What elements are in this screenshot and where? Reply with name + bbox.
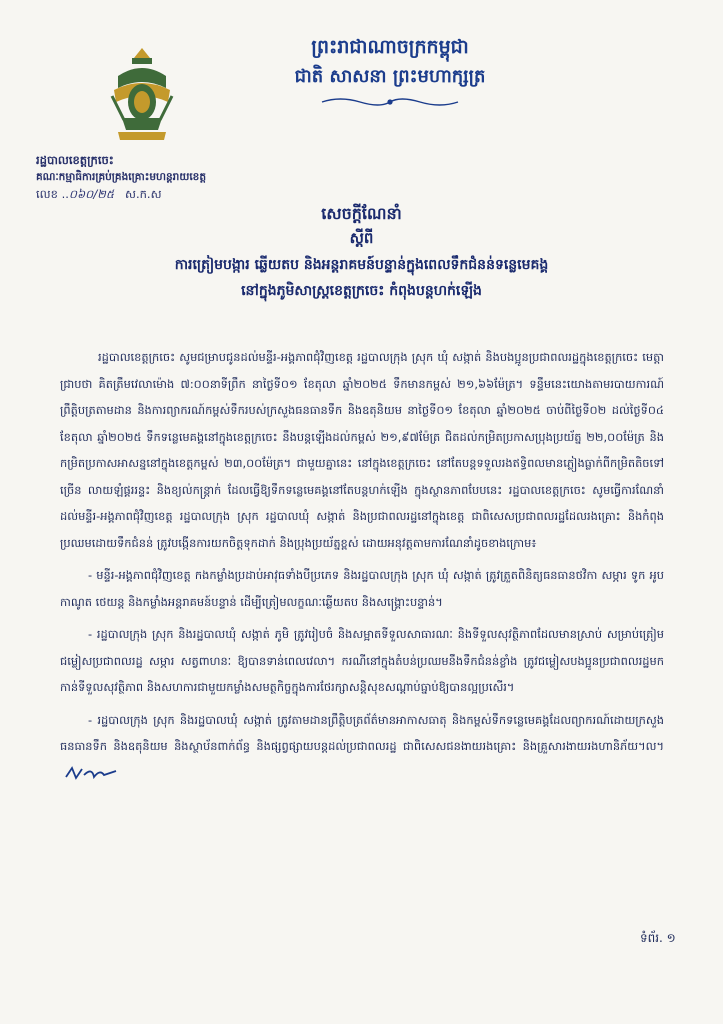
document-body: [60, 344, 664, 792]
reference-number: ០៦០: [68, 187, 94, 201]
instruction-item-2: - រដ្ឋបាលក្រុង ស្រុក និងរដ្ឋបាលឃុំ សង្កាត់ ភូមិ ត្រូវរៀបចំ និងសម្អាតទីទួលសាធារណៈ និងទីទួលសុវត្ថិភាពដែលមានស្រាប់ សម្រាប់ត្រៀមជម្លៀសប្រជាពលរដ្ឋ សម្ភារ សត្វពាហនៈ ឱ្យបានទាន់ពេលវេលា។ ករណីនៅក្នុងតំបន់ប្រឈមនឹងទឹកជំនន់ខ្លាំង ត្រូវជម្លៀសបងប្អូនប្រជាពលរដ្ឋមកកាន់ទីទួលសុវត្ថិភាព និងសហការជាមួយកម្លាំងសមត្ថកិច្ចក្នុងការថែរក្សាសន្តិសុខសណ្តាប់ធ្នាប់ឱ្យបានល្អប្រសើរ។: [60, 627, 664, 694]
kingdom-header: [240, 34, 540, 108]
ornament-divider-icon: [320, 96, 460, 108]
issuer-block: [36, 152, 316, 203]
document-about: ស្តីពី: [349, 229, 374, 247]
reference-line: លេខ ..០៦០/២៥ ស.ក.ស: [36, 187, 162, 201]
subject-line-2: នៅក្នុងភូមិសាស្ត្រខេត្តក្រចេះ កំពុងបន្តហក់ឡើង: [241, 283, 482, 299]
reference-office: ស.ក.ស: [125, 187, 162, 201]
provincial-seal-icon: [108, 46, 176, 142]
instruction-item-3-text: - រដ្ឋបាលក្រុង ស្រុក និងរដ្ឋបាលឃុំ សង្កាត់ ត្រូវតាមដានព្រឹត្តិបត្រព័ត៌មានអាកាសធាតុ និងកម្ពស់ទឹកទន្លេមេគង្គដែលព្យាករណ៍ដោយក្រសួងធនធានទឹក និងឧតុនិយម និងស្ថាប័នពាក់ព័ន្ធ និងផ្សព្វផ្សាយបន្តដល់ប្រជាពលរដ្ឋ ជាពិសេសជនងាយរងគ្រោះ និងគ្រួសារងាយរងហានិភ័យ។ល។: [60, 712, 664, 753]
instruction-item-3: [60, 707, 664, 787]
instruction-item-1: - មន្ទីរ-អង្គភាពជុំវិញខេត្ត កងកម្លាំងប្រដាប់អាវុធទាំងបីប្រភេទ និងរដ្ឋបាលក្រុង ស្រុក ឃុំ សង្កាត់ ត្រូវត្រួតពិនិត្យធនធានថវិកា សម្ភារ ទូក អូប កាណូត ថេយន្ត និងកម្លាំងអន្តរាគមន៍បន្ទាន់ ដើម្បីត្រៀមលក្ខណៈឆ្លើយតប និងសង្គ្រោះបន្ទាន់។: [60, 568, 664, 609]
subject-line-1: ការត្រៀមបង្ការ ឆ្លើយតប និងអន្តរាគមន៍បន្ទាន់ក្នុងពេលទឹកជំនន់ទន្លេមេគង្គ: [174, 257, 549, 273]
reference-suffix: /២៥: [93, 187, 115, 201]
initial-signature-icon: [64, 765, 118, 781]
issuer-committee: គណៈកម្មាធិការគ្រប់គ្រងគ្រោះមហន្តរាយខេត្ត: [36, 171, 206, 183]
page-number: ទំព័រ. ១: [640, 931, 676, 945]
document-title-block: [60, 202, 663, 304]
national-motto: ជាតិ សាសនា ព្រះមហាក្សត្រ: [294, 66, 486, 87]
kingdom-name: ព្រះរាជាណាចក្រកម្ពុជា: [311, 36, 469, 58]
document-type: សេចក្តីណែនាំ: [321, 204, 402, 223]
issuer-administration: រដ្ឋបាលខេត្តក្រចេះ: [36, 153, 114, 167]
intro-paragraph: រដ្ឋបាលខេត្តក្រចេះ សូមជម្រាបជូនដល់មន្ទីរ-អង្គភាពជុំវិញខេត្ត រដ្ឋបាលក្រុង ស្រុក ឃុំ សង្កាត់ និងបងប្អូនប្រជាពលរដ្ឋក្នុងខេត្តក្រចេះ មេត្តាជ្រាបថា គិតត្រឹមវេលាម៉ោង ៧:០០នាទីព្រឹក នាថ្ងៃទី០១ ខែតុលា ឆ្នាំ២០២៥ ទឹកមានកម្ពស់ ២១,៦៦ម៉ែត្រ។ ទន្ទឹមនេះយោងតាមរបាយការណ៍ព្រឹត្តិបត្រតាមដាន និងការព្យាករណ៍កម្ពស់ទឹករបស់ក្រសួងធនធានទឹក និងឧតុនិយម នាថ្ងៃទី០១ ខែតុលា ឆ្នាំ២០២៥ ចាប់ពីថ្ងៃទី០២ ដល់ថ្ងៃទី០៤ ខែតុលា ឆ្នាំ២០២៥ ទឹកទន្លេមេគង្គនៅក្នុងខេត្តក្រចេះ នឹងបន្តឡើងដល់កម្ពស់ ២១,៩៧ម៉ែត្រ ជិតដល់កម្រិតប្រកាសប្រុងប្រយ័ត្ន ២២,០០ម៉ែត្រ និងកម្រិតប្រកាសអាសន្ននៅក្នុងខេត្តកម្ពស់ ២៣,០០ម៉ែត្រ។ ជាមួយគ្នានេះ នៅក្នុងខេត្តក្រចេះ នៅតែបន្តទទួលរងឥទ្ធិពលមានភ្លៀងធ្លាក់ពីកម្រិតតិចទៅច្រើន លាយឡំផ្គររន្ទះ និងខ្យល់កន្ត្រាក់ ដែលធ្វើឱ្យទឹកទន្លេមេគង្គនៅតែបន្តហក់ឡើង ក្នុងស្ថានភាពបែបនេះ រដ្ឋបាលខេត្តក្រចេះ សូមធ្វើការណែនាំដល់មន្ទីរ-អង្គភាពជុំវិញខេត្ត រដ្ឋបាលក្រុង ស្រុក រដ្ឋបាលឃុំ សង្កាត់ និងប្រជាពលរដ្ឋនៅក្នុងខេត្ត ជាពិសេសប្រជាពលរដ្ឋដែលរងគ្រោះ និងកំពុងប្រឈមដោយទឹកជំនន់ ត្រូវបង្កើនការយកចិត្តទុកដាក់ និងប្រុងប្រយ័ត្នខ្ពស់ ដោយអនុវត្តតាមការណែនាំដូចខាងក្រោម៖: [60, 350, 664, 550]
reference-label: លេខ: [36, 187, 58, 201]
